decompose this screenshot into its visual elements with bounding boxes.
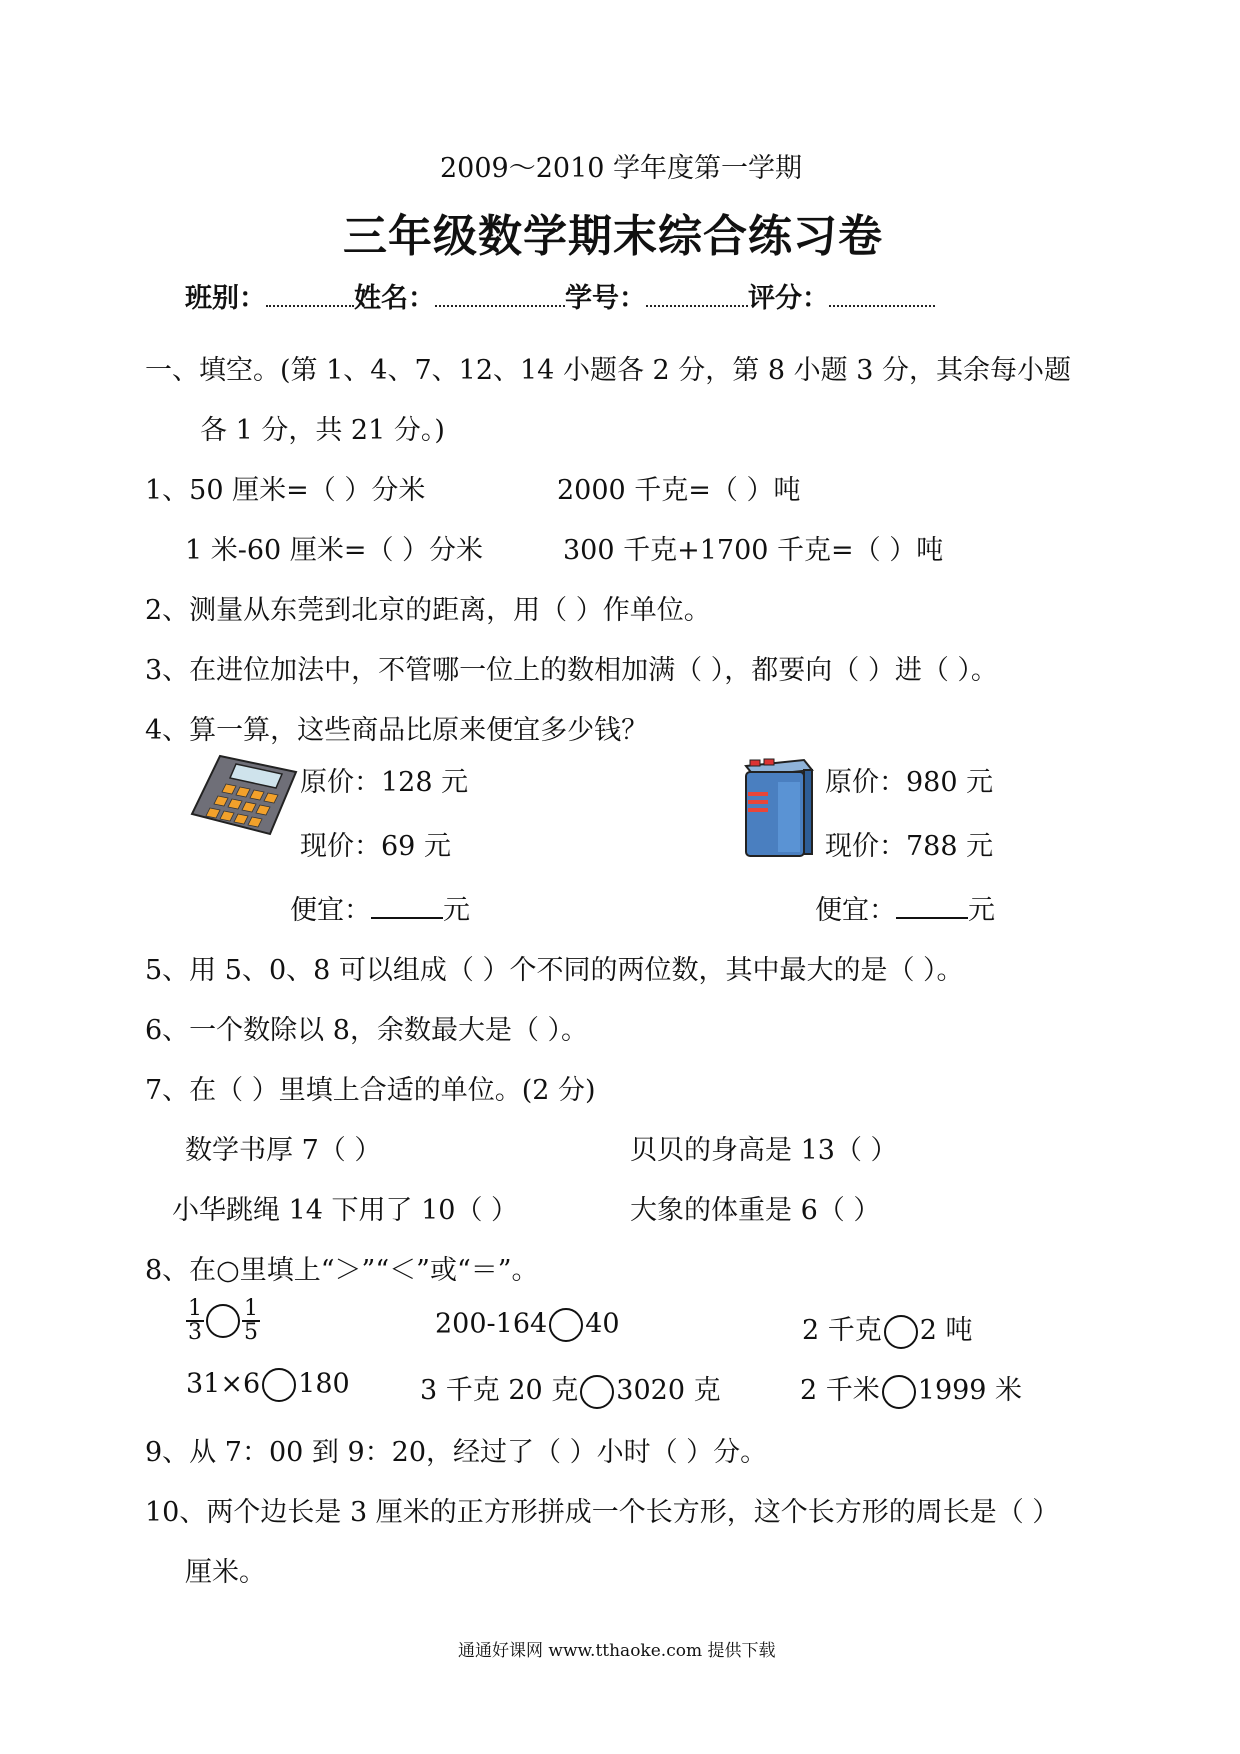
fraction-one-third: $\frac{1}{3}$ bbox=[188, 1296, 202, 1345]
q8-compare-5 bbox=[800, 1368, 1022, 1409]
section-heading-cont: 各 1 分，共 21 分。) bbox=[200, 415, 445, 446]
compare-circle[interactable] bbox=[580, 1375, 614, 1409]
compare-right: 180 bbox=[298, 1368, 350, 1400]
q1-part-b: 2000 千克=（ ）吨 bbox=[557, 475, 801, 506]
compare-left: 2 千米 bbox=[800, 1375, 880, 1406]
q7-part-c: 小华跳绳 14 下用了 10（ ） bbox=[172, 1195, 519, 1226]
item1-answer-blank[interactable] bbox=[371, 893, 443, 919]
item1-unit: 元 bbox=[443, 895, 470, 926]
question-8: 8、在○里填上“＞”“＜”或“＝”。 bbox=[145, 1255, 539, 1286]
item2-cheaper-label: 便宜： bbox=[815, 895, 896, 926]
footer-text: 通通好课网 www.tthaoke.com 提供下载 bbox=[458, 1641, 776, 1661]
score-field[interactable] bbox=[829, 279, 935, 307]
item1-original-price: 原价：128 元 bbox=[300, 767, 469, 798]
compare-right: 40 bbox=[585, 1308, 620, 1340]
name-label: 姓名： bbox=[354, 283, 435, 314]
student-id-label: 学号： bbox=[565, 283, 646, 314]
class-field[interactable] bbox=[266, 279, 354, 307]
question-5: 5、用 5、0、8 可以组成（ ）个不同的两位数，其中最大的是（ ）。 bbox=[145, 955, 964, 986]
q8-compare-2 bbox=[802, 1308, 973, 1349]
q8-compare-3 bbox=[186, 1368, 350, 1402]
question-10: 10、两个边长是 3 厘米的正方形拼成一个长方形，这个长方形的周长是（ ） bbox=[145, 1497, 1060, 1528]
box-icon bbox=[738, 756, 814, 860]
q1-part-d: 300 千克+1700 千克=（ ）吨 bbox=[563, 535, 944, 566]
question-10-cont: 厘米。 bbox=[185, 1557, 266, 1588]
q1-part-c: 1 米-60 厘米=（ ）分米 bbox=[185, 535, 484, 566]
q7-part-b: 贝贝的身高是 13（ ） bbox=[630, 1135, 898, 1166]
compare-circle[interactable] bbox=[884, 1315, 918, 1349]
compare-right: 3020 克 bbox=[616, 1375, 721, 1406]
semester-line: 2009～2010 学年度第一学期 bbox=[440, 153, 803, 184]
compare-left: 3 千克 20 克 bbox=[420, 1375, 579, 1406]
calculator-icon bbox=[190, 754, 298, 836]
compare-left: 2 千克 bbox=[802, 1315, 882, 1346]
q8-compare-fractions bbox=[186, 1298, 260, 1344]
item2-unit: 元 bbox=[968, 895, 995, 926]
score-label: 评分： bbox=[748, 283, 829, 314]
page-title: 三年级数学期末综合练习卷 bbox=[343, 211, 883, 262]
item2-original-price: 原价：980 元 bbox=[825, 767, 994, 798]
q1-part-a: 1、50 厘米=（ ）分米 bbox=[145, 475, 426, 506]
student-info-row bbox=[185, 276, 935, 315]
student-id-field[interactable] bbox=[646, 279, 748, 307]
fraction-one-fifth: $\frac{1}{5}$ bbox=[244, 1296, 258, 1345]
compare-circle[interactable] bbox=[206, 1304, 240, 1338]
q8-compare-1 bbox=[435, 1308, 620, 1342]
compare-left: 200-164 bbox=[435, 1308, 548, 1340]
question-3: 3、在进位加法中，不管哪一位上的数相加满（ ），都要向（ ）进（ ）。 bbox=[145, 655, 998, 686]
class-label: 班别： bbox=[185, 283, 266, 314]
compare-right: 1999 米 bbox=[917, 1375, 1023, 1406]
q7-part-d: 大象的体重是 6（ ） bbox=[630, 1195, 881, 1226]
item2-answer-blank[interactable] bbox=[896, 893, 968, 919]
item1-cheaper-label: 便宜： bbox=[290, 895, 371, 926]
question-9: 9、从 7：00 到 9：20，经过了（ ）小时（ ）分。 bbox=[145, 1437, 768, 1468]
compare-left: 31×6 bbox=[186, 1368, 261, 1400]
item2-cheaper bbox=[815, 888, 995, 927]
question-7: 7、在（ ）里填上合适的单位。(2 分) bbox=[145, 1075, 596, 1106]
compare-circle[interactable] bbox=[882, 1375, 916, 1409]
compare-right: 2 吨 bbox=[919, 1315, 973, 1346]
question-4: 4、算一算，这些商品比原来便宜多少钱？ bbox=[145, 715, 649, 746]
q8-compare-4 bbox=[420, 1368, 721, 1409]
section-heading: 一、填空。(第 1、4、7、12、14 小题各 2 分，第 8 小题 3 分，其余每小题 bbox=[145, 355, 1071, 386]
compare-circle[interactable] bbox=[262, 1368, 296, 1402]
question-2: 2、测量从东莞到北京的距离，用（ ）作单位。 bbox=[145, 595, 711, 626]
name-field[interactable] bbox=[435, 279, 565, 307]
item2-current-price: 现价：788 元 bbox=[825, 831, 994, 862]
item1-current-price: 现价：69 元 bbox=[300, 831, 451, 862]
q7-part-a: 数学书厚 7（ ） bbox=[185, 1135, 382, 1166]
question-6: 6、一个数除以 8，余数最大是（ ）。 bbox=[145, 1015, 589, 1046]
compare-circle[interactable] bbox=[549, 1308, 583, 1342]
item1-cheaper bbox=[290, 888, 470, 927]
